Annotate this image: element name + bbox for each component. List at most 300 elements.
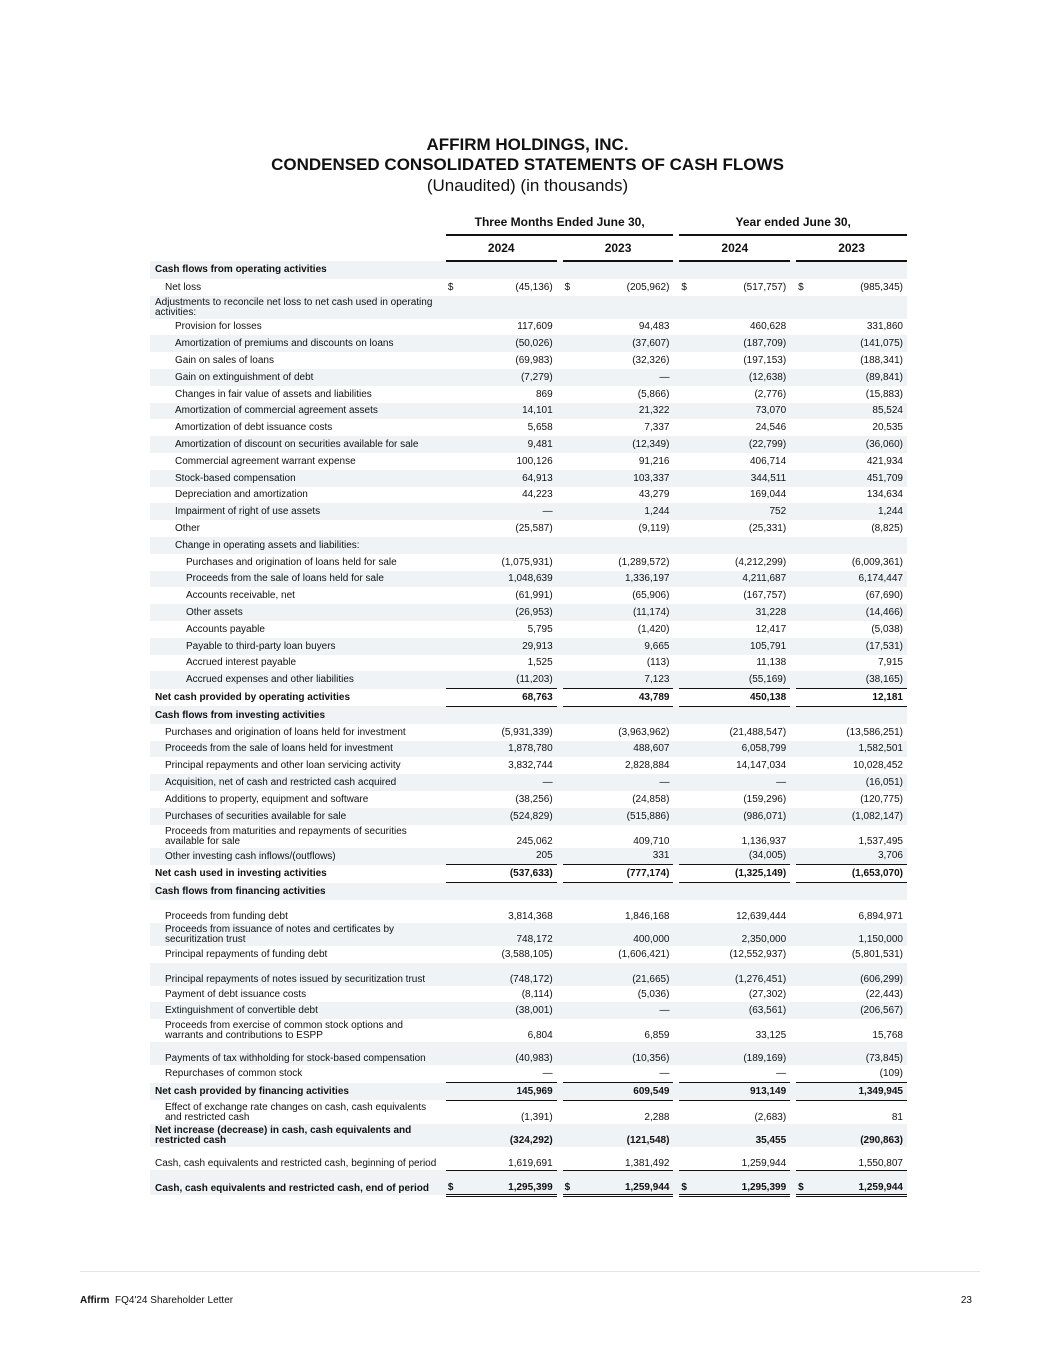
table-row	[150, 1100, 907, 1124]
amount-cell	[806, 883, 907, 900]
currency-symbol	[679, 724, 689, 741]
amount-cell: 9,665	[573, 638, 674, 655]
currency-symbol	[446, 757, 456, 774]
amount-cell: —	[573, 369, 674, 386]
table-row	[150, 1002, 907, 1019]
amount-cell: 1,259,944	[573, 1170, 674, 1195]
currency-symbol	[446, 741, 456, 758]
amount-cell: (12,552,937)	[729, 948, 787, 960]
currency-symbol	[679, 638, 689, 655]
currency-symbol	[796, 1002, 806, 1019]
currency-symbol	[446, 520, 456, 537]
currency-symbol	[563, 923, 573, 946]
amount-cell: (748,172)	[456, 963, 557, 986]
amount-cell: (777,174)	[573, 865, 674, 883]
table-row	[150, 503, 907, 520]
amount-cell: 1,150,000	[806, 923, 907, 946]
amount-cell: (1,276,451)	[689, 963, 790, 986]
amount-cell: 35,455	[689, 1124, 790, 1147]
table-row	[150, 296, 907, 319]
table-row	[150, 319, 907, 336]
row-label: Proceeds from the sale of loans held for sale	[150, 571, 440, 588]
currency-symbol	[796, 1065, 806, 1082]
amount-cell: 5,658	[527, 422, 553, 434]
table-row	[150, 261, 907, 279]
currency-symbol	[563, 1083, 573, 1101]
amount-cell	[806, 537, 907, 554]
amount-cell: (16,051)	[806, 774, 907, 791]
currency-symbol	[679, 369, 689, 386]
currency-symbol	[446, 453, 456, 470]
amount-cell: 2,288	[644, 1111, 670, 1123]
amount-cell: (1,325,149)	[689, 865, 790, 883]
currency-symbol	[796, 369, 806, 386]
table-row	[150, 923, 907, 946]
currency-symbol	[679, 1124, 689, 1147]
amount-cell: 406,714	[750, 455, 787, 467]
amount-cell: 3,832,744	[508, 760, 553, 772]
currency-symbol	[796, 963, 806, 986]
amount-cell: 94,483	[638, 321, 670, 333]
amount-cell: (537,633)	[456, 865, 557, 883]
amount-cell: 400,000	[573, 923, 674, 946]
currency-symbol	[563, 900, 573, 923]
amount-cell: —	[456, 503, 557, 520]
currency-symbol	[679, 453, 689, 470]
currency-symbol	[796, 319, 806, 336]
amount-cell: (3,588,105)	[501, 948, 553, 960]
row-label: Cash, cash equivalents and restricted cash, beginning of period	[155, 1158, 437, 1170]
currency-symbol	[563, 689, 573, 707]
currency-symbol	[679, 587, 689, 604]
amount-cell: 344,511	[689, 470, 790, 487]
currency-symbol	[446, 1124, 456, 1147]
amount-cell: (206,567)	[806, 1002, 907, 1019]
currency-symbol	[446, 470, 456, 487]
amount-cell	[689, 883, 790, 900]
amount-cell: 1,136,937	[741, 835, 787, 847]
amount-cell: (606,299)	[806, 963, 907, 986]
amount-cell: 2,828,884	[624, 760, 670, 772]
currency-symbol	[796, 757, 806, 774]
row-label: Payments of tax withholding for stock-based compensation	[150, 1042, 440, 1065]
currency-symbol	[446, 571, 456, 588]
amount-cell: 43,279	[638, 489, 670, 501]
currency-symbol	[796, 848, 806, 865]
table-row	[150, 774, 907, 791]
currency-symbol	[679, 900, 689, 923]
currency-symbol	[796, 503, 806, 520]
currency-symbol	[796, 706, 806, 723]
currency-symbol	[446, 436, 456, 453]
row-label: Gain on sales of loans	[175, 355, 274, 367]
column-year-header: 2024	[446, 235, 557, 261]
currency-symbol	[796, 986, 806, 1003]
amount-cell: (1,420)	[637, 623, 670, 635]
row-label: Cash, cash equivalents and restricted cash, end of period	[150, 1170, 440, 1195]
amount-cell: 6,894,971	[858, 910, 903, 922]
amount-cell: 6,058,799	[689, 741, 790, 758]
amount-cell: (10,356)	[573, 1042, 674, 1065]
currency-symbol	[796, 923, 806, 946]
currency-symbol	[679, 296, 689, 319]
currency-symbol	[679, 261, 689, 279]
amount-cell: (6,009,361)	[851, 556, 903, 568]
currency-symbol	[679, 757, 689, 774]
amount-cell: 15,768	[872, 1030, 903, 1042]
currency-symbol	[679, 825, 689, 848]
currency-symbol	[796, 638, 806, 655]
row-label: Acquisition, net of cash and restricted cash acquired	[150, 774, 440, 791]
currency-symbol	[563, 865, 573, 883]
row-label: Payable to third-party loan buyers	[150, 638, 440, 655]
currency-symbol	[796, 724, 806, 741]
currency-symbol	[563, 470, 573, 487]
amount-cell: (197,153)	[743, 355, 787, 367]
currency-symbol	[563, 1002, 573, 1019]
amount-cell: 245,062	[516, 835, 553, 847]
table-row	[150, 1042, 907, 1065]
row-label: Commercial agreement warrant expense	[175, 455, 356, 467]
currency-symbol	[446, 865, 456, 883]
amount-cell: (37,607)	[573, 335, 674, 352]
table-row	[150, 571, 907, 588]
currency-symbol	[796, 352, 806, 369]
amount-cell: 91,216	[638, 455, 670, 467]
currency-symbol	[563, 1100, 573, 1124]
row-label: Effect of exchange rate changes on cash, cash equivalents and restricted cash	[165, 1101, 427, 1123]
currency-symbol	[563, 946, 573, 963]
currency-symbol	[446, 808, 456, 825]
amount-cell	[689, 261, 790, 279]
table-row	[150, 946, 907, 963]
currency-symbol	[563, 706, 573, 723]
currency-symbol	[446, 386, 456, 403]
amount-cell: 1,550,807	[858, 1157, 903, 1169]
amount-cell: (167,757)	[743, 590, 787, 602]
currency-symbol	[796, 419, 806, 436]
currency-symbol	[679, 335, 689, 352]
amount-cell: (159,296)	[743, 793, 787, 805]
amount-cell: 1,525	[527, 657, 553, 669]
amount-cell: 2,350,000	[689, 923, 790, 946]
currency-symbol	[796, 808, 806, 825]
row-label: Principal repayments of funding debt	[165, 948, 328, 960]
amount-cell: 451,709	[806, 470, 907, 487]
currency-symbol	[563, 571, 573, 588]
currency-symbol	[563, 319, 573, 336]
amount-cell: 3,706	[806, 848, 907, 865]
amount-cell: 68,763	[456, 689, 557, 707]
currency-symbol	[796, 386, 806, 403]
table-row	[150, 436, 907, 453]
currency-symbol	[796, 1147, 806, 1171]
table-row	[150, 1170, 907, 1195]
amount-cell: —	[776, 1068, 787, 1080]
amount-cell: 1,846,168	[624, 910, 670, 922]
amount-cell: (38,165)	[806, 671, 907, 688]
amount-cell	[573, 296, 674, 319]
currency-symbol	[796, 883, 806, 900]
currency-symbol	[679, 791, 689, 808]
currency-symbol	[446, 261, 456, 279]
amount-cell: (34,005)	[689, 848, 790, 865]
table-row	[150, 419, 907, 436]
amount-cell: (3,963,962)	[618, 726, 670, 738]
currency-symbol	[679, 986, 689, 1003]
currency-symbol	[563, 436, 573, 453]
amount-cell: (2,683)	[754, 1111, 787, 1123]
amount-cell: (113)	[646, 657, 670, 669]
amount-cell: (69,983)	[515, 355, 553, 367]
currency-symbol: $	[447, 281, 454, 293]
currency-symbol	[679, 774, 689, 791]
currency-symbol	[563, 791, 573, 808]
amount-cell: 488,607	[573, 741, 674, 758]
amount-cell: 331	[573, 848, 674, 865]
currency-symbol	[446, 638, 456, 655]
amount-cell: 6,174,447	[806, 571, 907, 588]
currency-symbol	[796, 774, 806, 791]
currency-symbol	[796, 436, 806, 453]
cash-flow-table	[150, 210, 907, 1197]
currency-symbol	[796, 689, 806, 707]
amount-cell: (32,326)	[632, 355, 670, 367]
amount-cell	[573, 883, 674, 900]
currency-symbol	[796, 1042, 806, 1065]
amount-cell: (89,841)	[806, 369, 907, 386]
row-label: Impairment of right of use assets	[150, 503, 440, 520]
currency-symbol	[796, 1124, 806, 1147]
row-label: Amortization of commercial agreement assets	[150, 403, 440, 420]
amount-cell: 145,969	[456, 1083, 557, 1101]
amount-cell: 117,609	[517, 321, 553, 333]
table-row	[150, 335, 907, 352]
row-label: Depreciation and amortization	[175, 489, 308, 501]
currency-symbol	[796, 403, 806, 420]
currency-symbol	[679, 883, 689, 900]
amount-cell: 1,381,492	[624, 1157, 670, 1169]
amount-cell: 1,048,639	[456, 571, 557, 588]
row-label: Repurchases of common stock	[165, 1068, 303, 1080]
amount-cell	[456, 296, 557, 319]
table-row	[150, 791, 907, 808]
currency-symbol	[446, 352, 456, 369]
row-label: Proceeds from funding debt	[165, 910, 288, 922]
amount-cell: 1,582,501	[806, 741, 907, 758]
currency-symbol	[446, 621, 456, 638]
amount-cell: 6,859	[644, 1030, 670, 1042]
amount-cell: (61,991)	[515, 590, 553, 602]
currency-symbol	[679, 1002, 689, 1019]
currency-symbol	[446, 724, 456, 741]
amount-cell: 169,044	[750, 489, 787, 501]
footer-divider	[80, 1271, 980, 1272]
amount-cell: (5,866)	[637, 388, 670, 400]
currency-symbol	[679, 689, 689, 707]
currency-symbol	[679, 865, 689, 883]
row-label: Cash flows from operating activities	[150, 261, 440, 279]
amount-cell: 409,710	[633, 835, 670, 847]
amount-cell: (188,341)	[860, 355, 903, 367]
table-row	[150, 587, 907, 604]
row-label: Other	[175, 523, 201, 535]
currency-symbol	[563, 453, 573, 470]
amount-cell: (22,443)	[865, 988, 903, 1000]
currency-symbol	[446, 319, 456, 336]
row-label: Proceeds from maturities and repayments of securities available for sale	[165, 825, 407, 847]
amount-cell: 1,295,399	[689, 1170, 790, 1195]
amount-cell: 20,535	[872, 422, 903, 434]
row-label: Cash flows from financing activities	[150, 883, 440, 900]
amount-cell: (1,606,421)	[618, 948, 670, 960]
currency-symbol	[679, 537, 689, 554]
amount-cell: 5,795	[527, 623, 553, 635]
amount-cell: (17,531)	[806, 638, 907, 655]
currency-symbol	[679, 554, 689, 571]
table-row	[150, 470, 907, 487]
currency-symbol	[796, 470, 806, 487]
amount-cell: (290,863)	[806, 1124, 907, 1147]
column-year-header: 2023	[563, 235, 674, 261]
amount-cell: 100,126	[516, 455, 553, 467]
currency-symbol	[796, 587, 806, 604]
amount-cell	[456, 261, 557, 279]
table-row	[150, 638, 907, 655]
currency-symbol	[563, 369, 573, 386]
amount-cell: (65,906)	[632, 590, 670, 602]
currency-symbol	[446, 1065, 456, 1082]
row-label: Other assets	[150, 604, 440, 621]
currency-symbol	[446, 296, 456, 319]
amount-cell: 85,524	[806, 403, 907, 420]
currency-symbol	[446, 369, 456, 386]
currency-symbol	[446, 537, 456, 554]
currency-symbol	[446, 706, 456, 723]
amount-cell: (5,801,531)	[851, 948, 903, 960]
currency-symbol	[563, 774, 573, 791]
currency-symbol	[446, 419, 456, 436]
table-row	[150, 453, 907, 470]
currency-symbol	[563, 1124, 573, 1147]
amount-cell: (324,292)	[456, 1124, 557, 1147]
currency-symbol	[679, 571, 689, 588]
currency-symbol	[563, 554, 573, 571]
table-row	[150, 848, 907, 865]
currency-symbol	[563, 1042, 573, 1065]
amount-cell: (13,586,251)	[846, 726, 903, 738]
currency-symbol	[563, 963, 573, 986]
amount-cell: (515,886)	[573, 808, 674, 825]
currency-symbol	[446, 587, 456, 604]
currency-symbol	[796, 487, 806, 504]
currency-symbol	[679, 621, 689, 638]
amount-cell	[456, 706, 557, 723]
table-row	[150, 757, 907, 774]
amount-cell: 81	[891, 1111, 903, 1123]
table-row	[150, 604, 907, 621]
amount-cell: (187,709)	[689, 335, 790, 352]
currency-symbol	[446, 671, 456, 688]
amount-cell: (12,638)	[689, 369, 790, 386]
currency-symbol	[679, 808, 689, 825]
row-label: Amortization of premiums and discounts on loans	[150, 335, 440, 352]
amount-cell: 7,915	[877, 657, 903, 669]
amount-cell: 205	[456, 848, 557, 865]
amount-cell	[689, 296, 790, 319]
amount-cell: —	[659, 1068, 670, 1080]
currency-symbol	[563, 604, 573, 621]
amount-cell: (14,466)	[806, 604, 907, 621]
currency-symbol	[446, 825, 456, 848]
currency-symbol: $	[798, 281, 804, 293]
row-label: Amortization of debt issuance costs	[175, 422, 333, 434]
column-year-header: 2024	[679, 235, 790, 261]
currency-symbol	[563, 335, 573, 352]
currency-symbol	[679, 436, 689, 453]
amount-cell: (36,060)	[806, 436, 907, 453]
currency-symbol	[563, 655, 573, 672]
currency-symbol	[679, 1065, 689, 1082]
table-row	[150, 689, 907, 707]
currency-symbol	[679, 706, 689, 723]
amount-cell: (5,038)	[871, 623, 903, 635]
amount-cell: 1,878,780	[456, 741, 557, 758]
currency-symbol	[446, 1100, 456, 1124]
currency-symbol	[796, 520, 806, 537]
page-number: 23	[960, 1295, 972, 1306]
row-label: Principal repayments and other loan servicing activity	[165, 760, 401, 772]
amount-cell: 12,639,444	[736, 910, 787, 922]
amount-cell: 1,537,495	[858, 835, 903, 847]
amount-cell: 33,125	[755, 1030, 787, 1042]
amount-cell: (189,169)	[689, 1042, 790, 1065]
amount-cell: —	[573, 1002, 674, 1019]
currency-symbol	[796, 571, 806, 588]
amount-cell: 913,149	[689, 1083, 790, 1101]
currency-symbol	[796, 655, 806, 672]
table-row	[150, 741, 907, 758]
row-label: Net cash provided by financing activities	[150, 1083, 440, 1101]
table-row	[150, 986, 907, 1003]
row-label: Additions to property, equipment and software	[165, 793, 369, 805]
amount-cell: (109)	[879, 1068, 903, 1080]
row-label: Purchases and origination of loans held for investment	[165, 726, 406, 738]
amount-cell: —	[689, 774, 790, 791]
table-row	[150, 655, 907, 672]
currency-symbol	[446, 900, 456, 923]
row-label: Accrued interest payable	[186, 657, 297, 669]
amount-cell: 331,860	[866, 321, 903, 333]
amount-cell: 29,913	[456, 638, 557, 655]
amount-cell	[573, 261, 674, 279]
row-label: Adjustments to reconcile net loss to net cash used in operating activities:	[150, 296, 440, 319]
currency-symbol: $	[563, 1170, 573, 1195]
amount-cell: (40,983)	[456, 1042, 557, 1065]
currency-symbol	[796, 261, 806, 279]
statement-subtitle: (Unaudited) (in thousands)	[426, 176, 629, 195]
currency-symbol	[446, 1147, 456, 1171]
currency-symbol	[796, 825, 806, 848]
amount-cell: (986,071)	[689, 808, 790, 825]
amount-cell: 1,244	[806, 503, 907, 520]
amount-cell: 31,228	[689, 604, 790, 621]
currency-symbol	[563, 503, 573, 520]
amount-cell: 7,123	[573, 671, 674, 688]
row-label: Accounts payable	[186, 623, 265, 635]
amount-cell: (11,174)	[573, 604, 674, 621]
amount-cell: 1,259,944	[806, 1170, 907, 1195]
